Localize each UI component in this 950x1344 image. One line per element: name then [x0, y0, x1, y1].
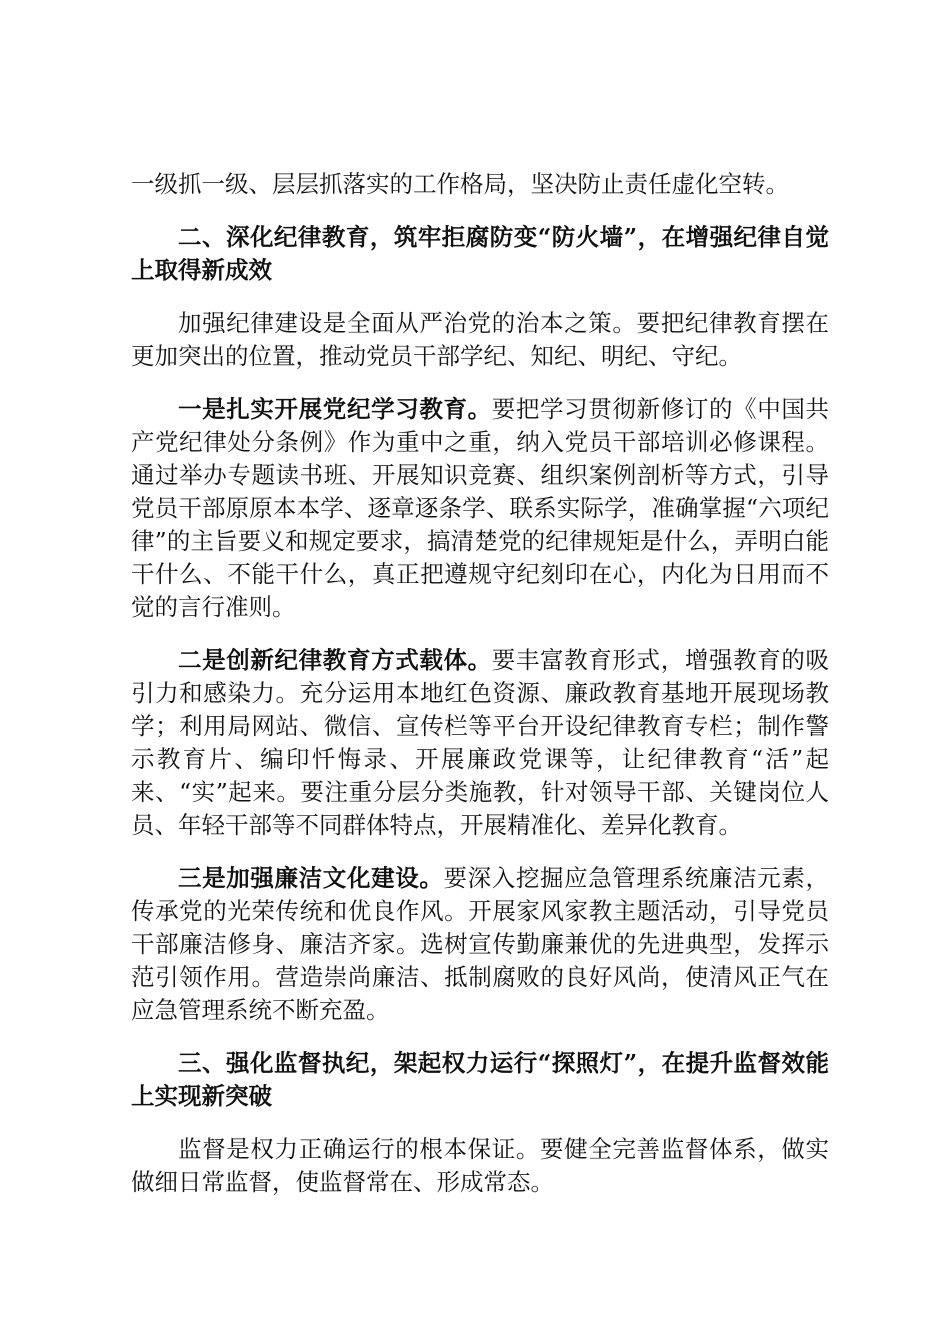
paragraph-text: 要深入挖掘应急管理系统廉洁元素，传承党的光荣传统和优良作风。开展家风家教主题活动，引导党员干部廉洁修身、廉洁齐家。选树宣传勤廉兼优的先进典型，发挥示范引领作用。营造崇尚廉洁、抵制腐败的良好风尚，使清风正气在应急管理系统不断充盈。 — [131, 864, 830, 1024]
paragraph-continuation — [131, 168, 829, 201]
paragraph-text: 要把学习贯彻新修订的《中国共产党纪律处分条例》作为重中之重，纳入党员干部培训必修课程。通过举办专题读书班、开展知识竞赛、组织案例剖析等方式，引导党员干部原原本本学、逐章逐条学、联系实际学，准确掌握“六项纪律”的主旨要义和规定要求，搞清楚党的纪律规矩是什么，弄明白能干什么、不能干什么，真正把遵规守纪刻印在心，内化为日用而不觉的言行准则。 — [131, 395, 829, 621]
paragraph-lead: 一是扎实开展党纪学习教育。 — [178, 395, 492, 423]
paragraph-point-3 — [131, 862, 829, 1027]
paragraph-text: 监督是权力正确运行的根本保证。要健全完善监督体系，做实做细日常监督，使监督常在、形成常态。 — [131, 1135, 829, 1196]
paragraph-point-2 — [131, 644, 829, 842]
paragraph-text: 要丰富教育形式，增强教育的吸引力和感染力。充分运用本地红色资源、廉政教育基地开展现场教学；利用局网站、微信、宣传栏等平台开设纪律教育专栏；制作警示教育片、编印忏悔录、开展廉政党课等，让纪律教育“活”起来、“实”起来。要注重分层分类施教，针对领导干部、关键岗位人员、年轻干部等不同群体特点，开展精准化、差异化教育。 — [131, 646, 829, 839]
section-heading-2 — [131, 221, 829, 287]
paragraph-lead: 二是创新纪律教育方式载体。 — [178, 646, 492, 674]
paragraph-text: 加强纪律建设是全面从严治党的治本之策。要把纪律教育摆在更加突出的位置，推动党员干部学纪、知纪、明纪、守纪。 — [131, 309, 829, 370]
paragraph-point-1 — [131, 393, 829, 624]
document-body — [131, 168, 829, 1219]
paragraph-lead: 三是加强廉洁文化建设。 — [178, 864, 444, 892]
paragraph-intro-discipline — [131, 307, 829, 373]
section-heading-3 — [131, 1047, 829, 1113]
heading-text: 二、深化纪律教育，筑牢拒腐防变“防火墙”，在增强纪律自觉上取得新成效 — [131, 223, 829, 284]
paragraph-text: 一级抓一级、层层抓落实的工作格局，坚决防止责任虚化空转。 — [131, 170, 789, 198]
heading-text: 三、强化监督执纪，架起权力运行“探照灯”，在提升监督效能上实现新突破 — [131, 1049, 829, 1110]
paragraph-intro-supervision — [131, 1133, 829, 1199]
